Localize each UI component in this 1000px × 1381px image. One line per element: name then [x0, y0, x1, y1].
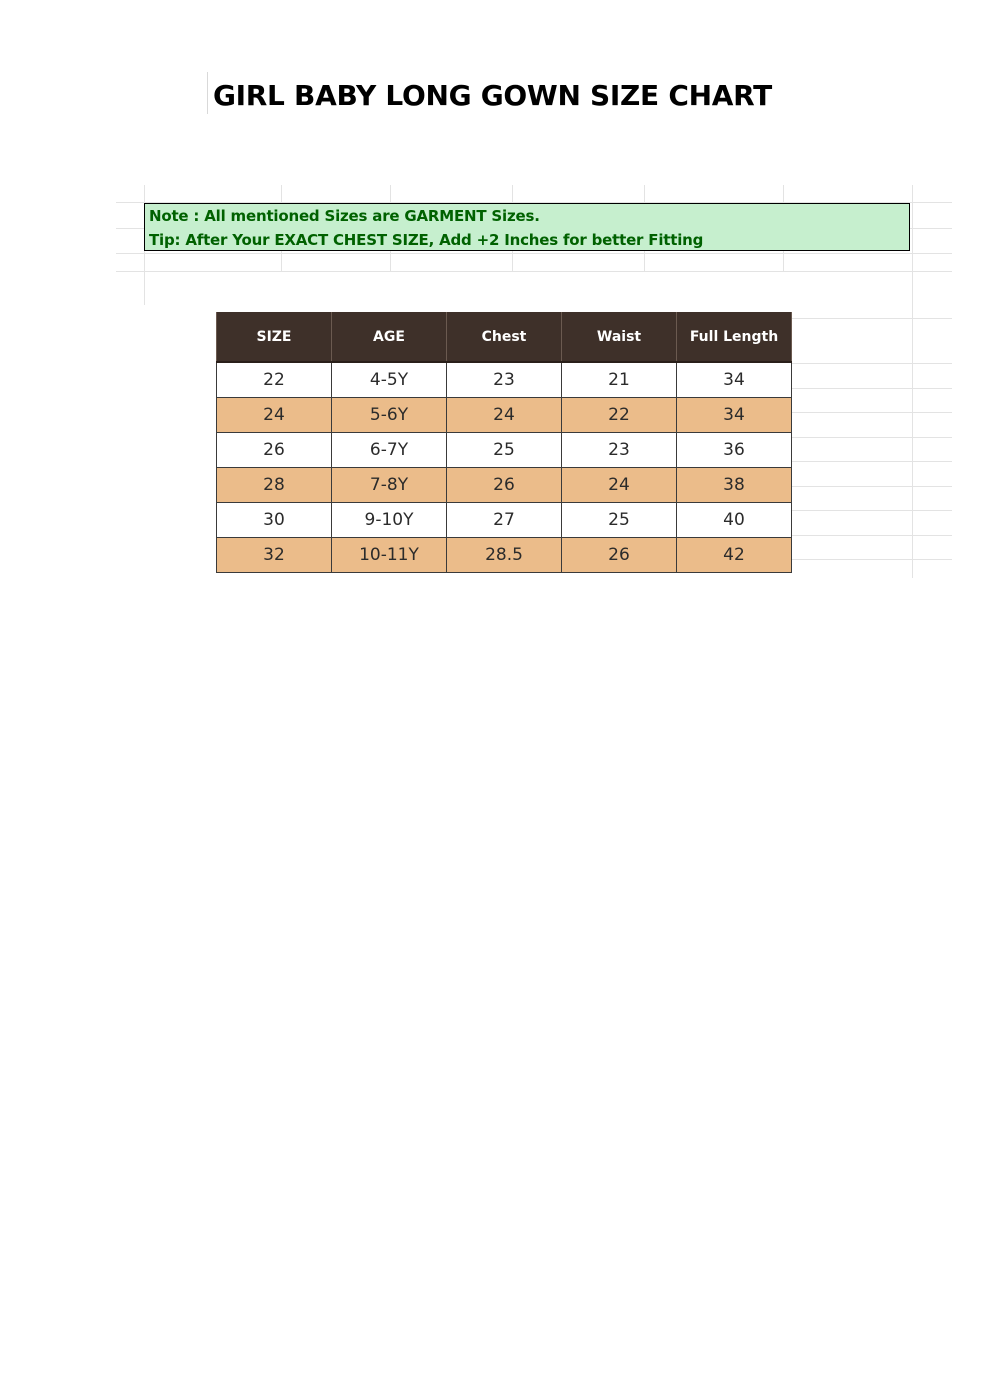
- page-title: GIRL BABY LONG GOWN SIZE CHART: [213, 79, 772, 112]
- cell-waist: 24: [562, 468, 677, 503]
- cell-full-length: 34: [677, 362, 792, 398]
- header-full-length: Full Length: [677, 312, 792, 362]
- table-row: [217, 538, 792, 573]
- header-size: SIZE: [217, 312, 332, 362]
- cell-age: 4-5Y: [332, 362, 447, 398]
- cell-chest: 26: [447, 468, 562, 503]
- table-row: [217, 503, 792, 538]
- cell-full-length: 38: [677, 468, 792, 503]
- cell-waist: 21: [562, 362, 677, 398]
- cell-age: 6-7Y: [332, 433, 447, 468]
- note-fitting-tip: Tip: After Your EXACT CHEST SIZE, Add +2 Inches for better Fitting: [149, 231, 704, 249]
- cell-waist: 23: [562, 433, 677, 468]
- cell-chest: 27: [447, 503, 562, 538]
- header-waist: Waist: [562, 312, 677, 362]
- cell-size: 32: [217, 538, 332, 573]
- table-header-row: [217, 312, 792, 362]
- table-row: [217, 468, 792, 503]
- cell-age: 10-11Y: [332, 538, 447, 573]
- cell-size: 26: [217, 433, 332, 468]
- cell-size: 24: [217, 398, 332, 433]
- header-age: AGE: [332, 312, 447, 362]
- cell-age: 5-6Y: [332, 398, 447, 433]
- cell-chest: 25: [447, 433, 562, 468]
- size-chart-table: [216, 312, 792, 573]
- cell-size: 28: [217, 468, 332, 503]
- cell-size: 30: [217, 503, 332, 538]
- cell-size: 22: [217, 362, 332, 398]
- cell-full-length: 34: [677, 398, 792, 433]
- table-row: [217, 433, 792, 468]
- cell-age: 7-8Y: [332, 468, 447, 503]
- header-chest: Chest: [447, 312, 562, 362]
- cell-waist: 26: [562, 538, 677, 573]
- cell-waist: 22: [562, 398, 677, 433]
- cell-age: 9-10Y: [332, 503, 447, 538]
- note-box: [144, 203, 910, 251]
- cell-full-length: 42: [677, 538, 792, 573]
- cell-chest: 23: [447, 362, 562, 398]
- table-row: [217, 362, 792, 398]
- cell-full-length: 36: [677, 433, 792, 468]
- cell-full-length: 40: [677, 503, 792, 538]
- table-row: [217, 398, 792, 433]
- note-garment-sizes: Note : All mentioned Sizes are GARMENT Sizes.: [149, 207, 540, 225]
- cell-chest: 24: [447, 398, 562, 433]
- cell-waist: 25: [562, 503, 677, 538]
- title-cell-border: [207, 72, 208, 114]
- cell-chest: 28.5: [447, 538, 562, 573]
